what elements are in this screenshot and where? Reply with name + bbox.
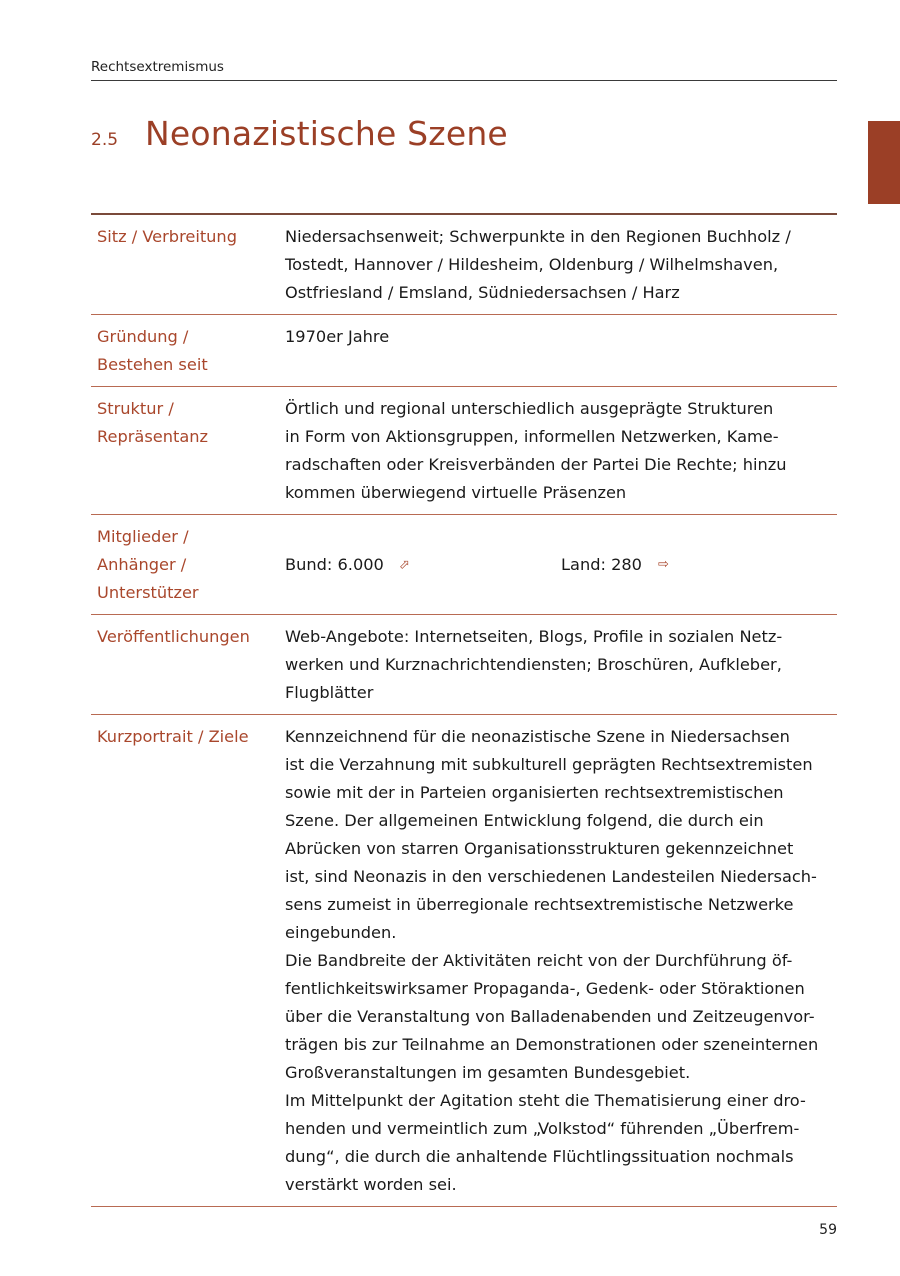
info-table bbox=[91, 213, 837, 1207]
row-label: Veröffentlichungen bbox=[97, 627, 250, 646]
section-number: 2.5 bbox=[91, 130, 119, 150]
row-label: Gründung / Bestehen seit bbox=[97, 327, 208, 374]
row-value: Kennzeichnend für die neonazistische Szene in Niedersachsen ist die Verzahnung mit subkulturell geprägten Rechtsextremisten sowie mit der in Parteien organisierten rechtsextremistischen Szene. Der allgemeinen Entwicklung folgend, die durch ein Abrücken von starren Organisationsstrukturen gekennzeichnet ist, sind Neonazis in den verschiedenen Landesteilen Niedersach- sens zumeist in überregionale rechtsextremistische Netzwerke eingebunden. Die Bandbreite der Aktivitäten reicht von der Durchführung öf- fentlichkeitswirksamer Propaganda-, Gedenk- oder Störaktionen über die Veranstaltung von Balladenabenden und Zeitzeugenvor- trägen bis zur Teilnahme an Demonstrationen oder szeneinternen Großveranstaltungen im gesamten Bundesgebiet. Im Mittelpunkt der Agitation steht die Thematisierung einer dro- henden und vermeintlich zum „Volkstod“ führenden „Überfrem- dung“, die durch die anhaltende Flüchtlingssituation nochmals verstärkt worden sei. bbox=[285, 727, 819, 1194]
row-label: Sitz / Verbreitung bbox=[97, 227, 237, 246]
members-bund bbox=[285, 523, 561, 607]
members-land-count: Land: 280 bbox=[561, 555, 642, 574]
page-number: 59 bbox=[819, 1222, 837, 1238]
row-value: 1970er Jahre bbox=[285, 327, 390, 346]
row-value: Web-Angebote: Internetseiten, Blogs, Profile in sozialen Netz- werken und Kurznachrichtendiensten; Broschüren, Aufkleber, Flugblätter bbox=[285, 627, 783, 702]
row-value: Niedersachsenweit; Schwerpunkte in den Regionen Buchholz / Tostedt, Hannover / Hildesheim, Oldenburg / Wilhelmshaven, Ostfriesland / Emsland, Südniedersachsen / Harz bbox=[285, 227, 791, 302]
right-arrow-icon: ⇨ bbox=[657, 557, 669, 572]
table-row bbox=[91, 715, 837, 1207]
members-values bbox=[285, 523, 837, 607]
members-land bbox=[561, 523, 669, 607]
running-head: Rechtsextremismus bbox=[91, 59, 837, 81]
table-row bbox=[91, 387, 837, 515]
row-value: Örtlich und regional unterschiedlich ausgeprägte Strukturen in Form von Aktionsgruppen, informellen Netzwerken, Kame- radschaften oder Kreisverbänden der Partei Die Rechte; hinzu kommen überwiegend virtuelle Präsenzen bbox=[285, 399, 787, 502]
row-label: Struktur / Repräsentanz bbox=[97, 399, 209, 446]
row-label: Mitglieder / Anhänger / Unterstützer bbox=[97, 527, 199, 602]
table-row-members bbox=[91, 515, 837, 615]
chapter-tab-marker bbox=[868, 121, 900, 204]
section-title: Neonazistische Szene bbox=[145, 114, 508, 153]
table-row bbox=[91, 615, 837, 715]
row-label: Kurzportrait / Ziele bbox=[97, 727, 249, 746]
table-row bbox=[91, 315, 837, 387]
members-bund-count: Bund: 6.000 bbox=[285, 555, 384, 574]
table-row bbox=[91, 215, 837, 315]
up-arrow-icon: ⇨ bbox=[395, 555, 415, 574]
section-heading bbox=[91, 114, 508, 153]
